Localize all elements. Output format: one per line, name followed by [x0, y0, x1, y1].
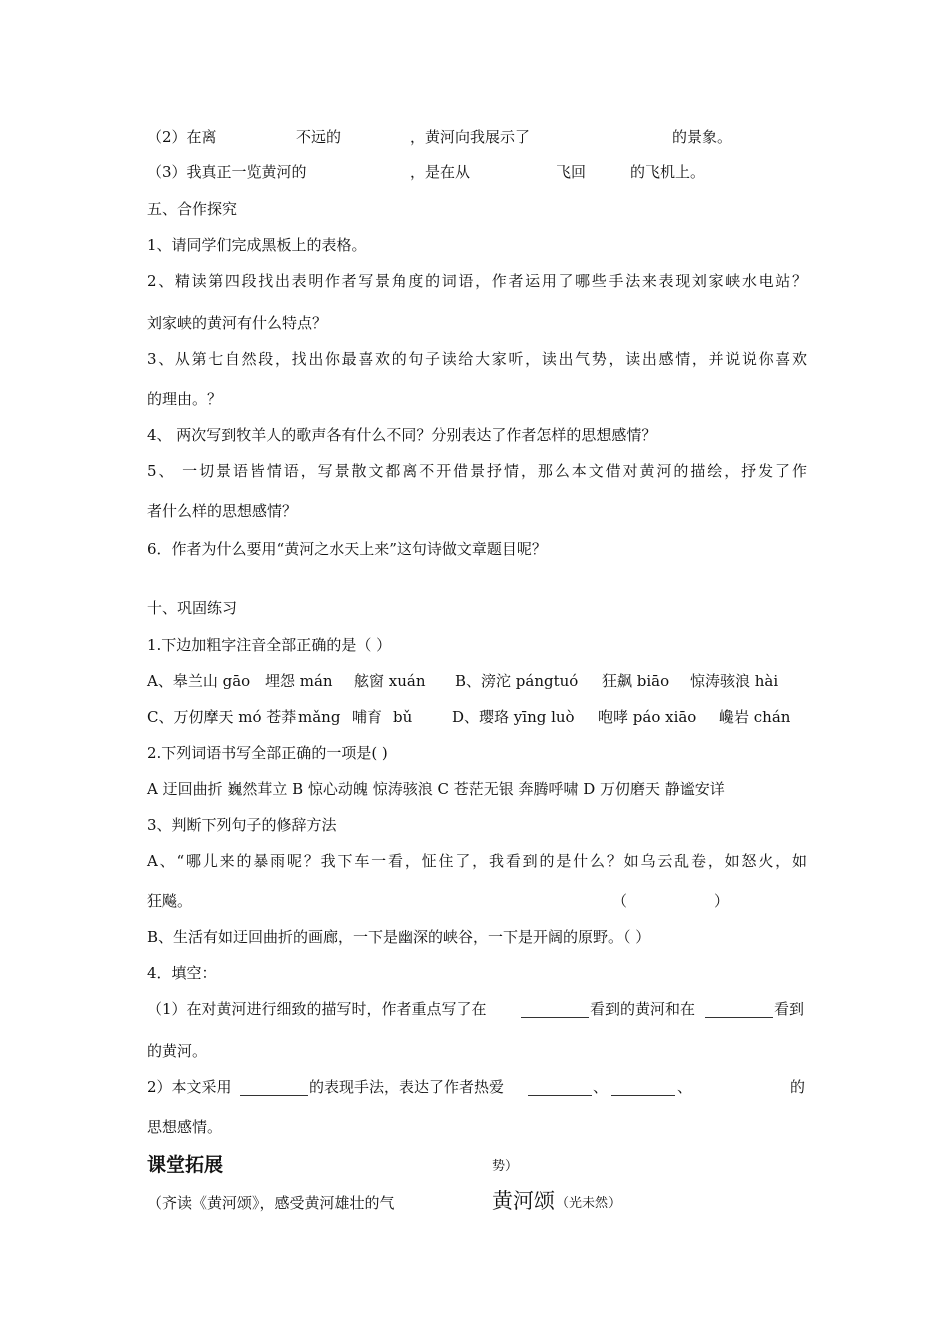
section10-q4: 4．填空： [147, 964, 217, 982]
q1-option-a1: A、皋兰山 gāo [147, 672, 251, 690]
q1-option-b2: 狂飙 biāo [602, 672, 670, 690]
section5-q5-line1: 5、 一切景语皆情语，写景散文都离不开借景抒情，那么本文借对黄河的描绘，抒发了作 [147, 462, 807, 480]
section5-q2-line1: 2、精读第四段找出表明作者写景角度的词语，作者运用了哪些手法来表现刘家峡水电站？ [147, 272, 807, 290]
q1-option-c2: mǎng [298, 708, 341, 726]
q4-2-blank-3[interactable] [611, 1082, 675, 1096]
fill-q3-b: ，是在从 [410, 163, 471, 181]
section10-q3b: B、生活有如迂回曲折的画廊，一下是幽深的峡谷，一下是开阔的原野。（ ） [147, 928, 651, 946]
section5-q6: 6．作者为什么要用“黄河之水天上来”这句诗做文章题目呢？ [147, 540, 547, 558]
q1-option-a3: 舷窗 xuán [354, 672, 426, 690]
q4-2-part-a: 2）本文采用 [147, 1078, 232, 1096]
extension-note: （齐读《黄河颂》，感受黄河雄壮的气 [147, 1194, 395, 1212]
extension-heading: 课堂拓展 [147, 1154, 224, 1176]
section5-q5-line2: 者什么样的思想感情？ [147, 502, 298, 520]
q4-2-part-b: 的表现手法，表达了作者热爱 [309, 1078, 505, 1096]
section10-q2-options: A 迂回曲折 巍然茸立 B 惊心动魄 惊涛骇浪 C 苍茫无银 奔腾呼啸 D 万仞磨天 静谧安详 [147, 780, 725, 798]
q4-2-part-d: 、 [677, 1078, 693, 1096]
q4-2-blank-2[interactable] [528, 1082, 592, 1096]
section10-q3a-line2: 狂飚。 [147, 892, 193, 910]
q1-option-b3: 惊涛骇浪 hài [690, 672, 779, 690]
fill-q3-d: 的飞机上。 [630, 163, 706, 181]
q1-option-d3: 巉岩 chán [719, 708, 791, 726]
section5-q3-line1: 3、从第七自然段，找出你最喜欢的句子读给大家听，读出气势，读出感情，并说说你喜欢 [147, 350, 807, 368]
q1-option-a2: 埋怨 mán [265, 672, 333, 690]
fill-q2-a: （2）在离 [147, 128, 217, 146]
q1-option-b1: B、滂沱 pángtuó [455, 672, 579, 690]
poem-title: 黄河颂 [492, 1189, 555, 1213]
fill-q3-a: （3）我真正一览黄河的 [147, 163, 307, 181]
fill-q2-c: ，黄河向我展示了 [410, 128, 531, 146]
q4-1-blank-1[interactable] [521, 1004, 589, 1018]
section5-q1: 1、请同学们完成黑板上的表格。 [147, 236, 367, 254]
q4-1-line2: 的黄河。 [147, 1042, 208, 1060]
q1-option-c1: C、万仞摩天 mó 苍莽 [147, 708, 297, 726]
section10-q3a-line1: A、“哪儿来的暴雨呢？我下车一看，怔住了，我看到的是什么？如乌云乱卷，如怒火，如 [147, 852, 807, 870]
section10-title: 十、巩固练习 [147, 599, 238, 617]
section5-q4: 4、 两次写到牧羊人的歌声各有什么不同？分别表达了作者怎样的思想感情？ [147, 426, 657, 444]
q1-option-c3: 哺育 [352, 708, 383, 726]
q1-option-d2: 咆哮 páo xiāo [598, 708, 697, 726]
q4-2-blank-1[interactable] [240, 1082, 308, 1096]
section5-q3-line2: 的理由。？ [147, 390, 223, 408]
q4-2-line2: 思想感情。 [147, 1118, 223, 1136]
section5-q2-line2: 刘家峡的黄河有什么特点？ [147, 314, 328, 332]
fill-q3-c: 飞回 [556, 163, 587, 181]
q1-option-c4: bǔ [393, 708, 413, 726]
section10-q1: 1.下边加粗字注音全部正确的是（ ） [147, 636, 392, 654]
q4-2-part-c: 、 [593, 1078, 609, 1096]
section10-q2: 2.下列词语书写全部正确的一项是( ) [147, 744, 388, 762]
section5-title: 五、合作探究 [147, 200, 238, 218]
q3a-paren-close: ） [714, 892, 730, 910]
fill-q2-b: 不远的 [296, 128, 342, 146]
q1-option-d1: D、璎珞 yīng luò [452, 708, 575, 726]
q4-1-blank-2[interactable] [705, 1004, 773, 1018]
q4-1-part-b: 看到的黄河和在 [590, 1000, 696, 1018]
fill-q2-d: 的景象。 [672, 128, 733, 146]
q4-2-part-e: 的 [790, 1078, 806, 1096]
extension-note-cont: 势） [492, 1159, 519, 1174]
q3a-paren-open: （ [612, 892, 628, 910]
q4-1-part-a: （1）在对黄河进行细致的描写时，作者重点写了在 [147, 1000, 487, 1018]
q4-1-part-c: 看到 [774, 1000, 805, 1018]
poem-author: （光未然） [556, 1196, 622, 1211]
section10-q3: 3、判断下列句子的修辞方法 [147, 816, 337, 834]
